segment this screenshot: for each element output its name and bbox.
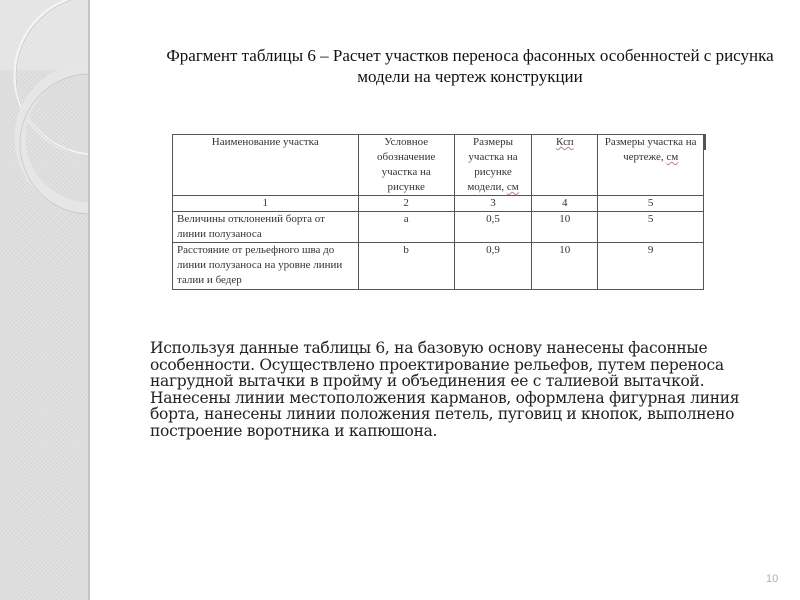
cell-coefficient: 10 [532, 212, 598, 243]
column-number: 3 [454, 196, 531, 212]
cell-size-pattern: 9 [598, 243, 704, 290]
cell-section-name: Величины отклонений борта от линии полузаноса [173, 212, 359, 243]
column-number: 2 [358, 196, 454, 212]
header-symbol: Условное обозначение участка на рисунке [358, 135, 454, 196]
body-paragraph: Используя данные таблицы 6, на базовую основу нанесены фасонные особенности. Осуществлено проектирование рельефов, путем переноса нагрудной вытачки в пройму и объединения ее с талиевой вытачкой. Нанесены линии местоположения карманов, оформлена фигурная линия борта, нанесены линии положения петель, пуговиц и кнопок, выполнено построение воротника и капюшона. [150, 339, 740, 440]
decorative-side-panel [0, 0, 90, 600]
column-number-row [173, 196, 704, 212]
header-size-pattern-text: Размеры участка на чертеже, [604, 136, 697, 163]
table-edge-mark [703, 134, 706, 150]
table-row [173, 243, 704, 290]
column-number: 1 [173, 196, 359, 212]
cell-coefficient: 10 [532, 243, 598, 290]
decorative-circles-icon [0, 0, 88, 600]
table-header-row [173, 135, 704, 196]
header-size-pattern-unit: см [666, 151, 679, 163]
slide-title: Фрагмент таблицы 6 – Расчет участков переноса фасонных особенностей с рисунка модели на чертеж конструкции [166, 46, 774, 86]
cell-symbol: a [358, 212, 454, 243]
header-size-model-text: Размеры участка на рисунке модели, [467, 136, 518, 193]
page-number: 10 [766, 573, 779, 585]
header-size-on-model-drawing [454, 135, 531, 196]
cell-section-name: Расстояние от рельефного шва до линии полузаноса на уровне линии талии и бедер [173, 243, 359, 290]
header-coefficient-label: Кcп [555, 136, 574, 148]
cell-symbol: b [358, 243, 454, 290]
header-coefficient [532, 135, 598, 196]
calculation-table [172, 134, 704, 290]
header-size-on-pattern [598, 135, 704, 196]
column-number: 4 [532, 196, 598, 212]
cell-size-pattern: 5 [598, 212, 704, 243]
cell-size-model: 0,9 [454, 243, 531, 290]
table-row [173, 212, 704, 243]
column-number: 5 [598, 196, 704, 212]
header-size-model-unit: см [506, 181, 519, 193]
cell-size-model: 0,5 [454, 212, 531, 243]
header-section-name: Наименование участка [173, 135, 359, 196]
